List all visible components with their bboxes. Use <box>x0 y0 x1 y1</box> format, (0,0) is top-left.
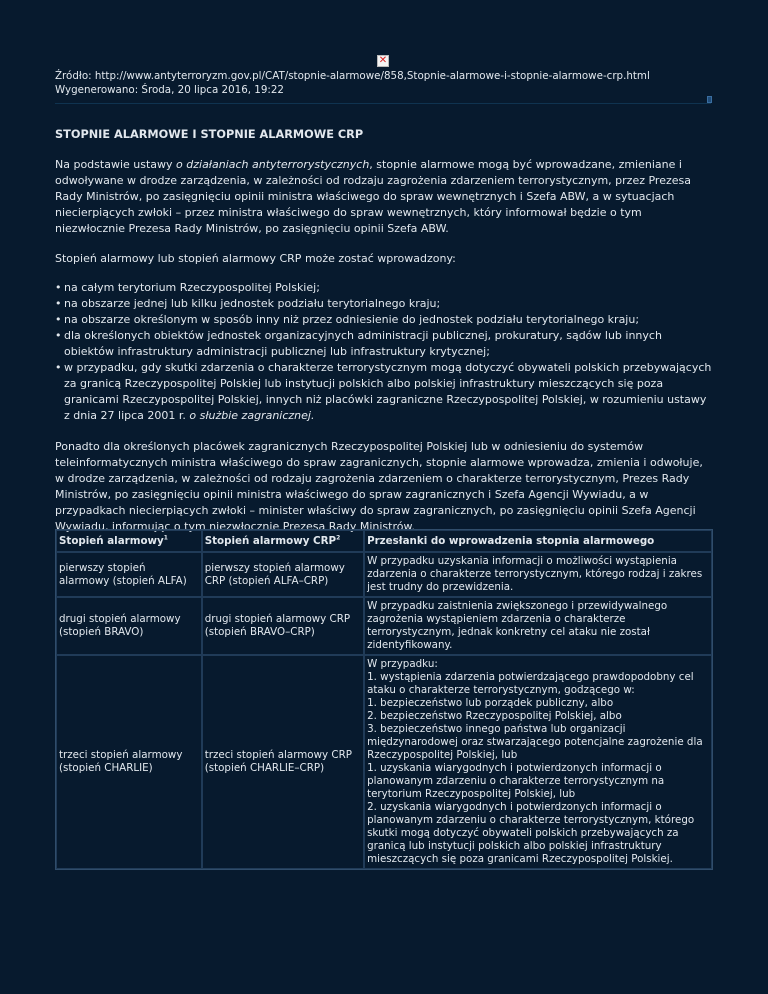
paragraph-1 <box>55 157 715 237</box>
cell-premise: W przypadku zaistnienia zwiększonego i przewidywalnego zagrożenia wystąpieniem zdarzenia o charakterze terrorystycznym, jednak konkretny cel ataku nie został zidentyfikowany. <box>364 597 712 655</box>
list-item: • na całym terytorium Rzeczypospolitej Polskiej; <box>64 280 715 296</box>
paragraph-2: Stopień alarmowy lub stopień alarmowy CRP może zostać wprowadzony: <box>55 252 456 265</box>
source-info <box>55 69 650 97</box>
list-item <box>64 360 715 424</box>
scope-list <box>55 280 715 424</box>
list-item: • na obszarze jednej lub kilku jednostek podziału terytorialnego kraju; <box>64 296 715 312</box>
page-title: STOPNIE ALARMOWE I STOPNIE ALARMOWE CRP <box>55 128 364 141</box>
list-item-emphasis: o służbie zagranicznej. <box>189 409 315 422</box>
broken-image-icon: ✕ <box>378 55 388 66</box>
article-content <box>55 127 715 549</box>
header-crp <box>202 530 364 552</box>
premise-line: 3. bezpieczeństwo innego państwa lub organizacji międzynarodowej oraz stwarzającego potencjalne zagrożenie dla Rzeczypospolitej Polskiej, lub <box>367 723 703 761</box>
scroll-marker <box>707 96 712 103</box>
header-crp-text: Stopień alarmowy CRP <box>204 534 337 547</box>
header-level-text: Stopień alarmowy <box>59 534 164 547</box>
table-row <box>56 655 712 869</box>
cell-crp: trzeci stopień alarmowy CRP (stopień CHARLIE–CRP) <box>202 655 364 869</box>
cell-level: drugi stopień alarmowy (stopień BRAVO) <box>56 597 202 655</box>
cell-premise <box>364 655 712 869</box>
premise-line: 1. uzyskania wiarygodnych i potwierdzonych informacji o planowanym zdarzeniu o charakterze terrorystycznym na terytorium Rzeczypospolitej Polskiej, lub <box>367 762 665 800</box>
premise-line: 1. wystąpienia zdarzenia potwierdzającego prawdopodobny cel ataku o charakterze terrorystycznym, godzącego w: <box>367 671 694 696</box>
cell-level: trzeci stopień alarmowy (stopień CHARLIE) <box>56 655 202 869</box>
premise-line: 2. uzyskania wiarygodnych i potwierdzonych informacji o planowanym zdarzeniu o charakterze terrorystycznym, którego skutki mogą dotyczyć obywateli polskich przebywających za granicą lub instytucji polskich albo polskiej infrastruktury mieszczących się poza granicami Rzeczypospolitej Polskiej. <box>367 801 695 865</box>
table-header-row <box>56 530 712 552</box>
footnote-ref: 1 <box>163 534 168 542</box>
divider <box>55 103 711 104</box>
source-line: Źródło: http://www.antyterroryzm.gov.pl/CAT/stopnie-alarmowe/858,Stopnie-alarmowe-i-stopnie-alarmowe-crp.html <box>55 70 650 82</box>
list-item: • dla określonych obiektów jednostek organizacyjnych administracji publicznej, prokuratury, sądów lub innych obiektów infrastruktury administracji publicznej lub infrastruktury krytycznej; <box>64 328 715 360</box>
para1-emphasis: o działaniach antyterrorystycznych <box>176 158 370 171</box>
cell-level: pierwszy stopień alarmowy (stopień ALFA) <box>56 552 202 597</box>
premise-line: 2. bezpieczeństwo Rzeczypospolitej Polskiej, albo <box>367 710 622 722</box>
generated-line: Wygenerowano: Środa, 20 lipca 2016, 19:22 <box>55 84 284 96</box>
footnote-ref: 2 <box>336 534 341 542</box>
para1-text-a: Na podstawie ustawy <box>55 158 177 171</box>
table-row <box>56 597 712 655</box>
list-item: • na obszarze określonym w sposób inny niż przez odniesienie do jednostek podziału terytorialnego kraju; <box>64 312 715 328</box>
header-premise: Przesłanki do wprowadzenia stopnia alarmowego <box>364 530 712 552</box>
list-item-text: w przypadku, gdy skutki zdarzenia o charakterze terrorystycznym mogą dotyczyć obywateli polskich przebywających za granicą Rzeczypospolitej Polskiej lub instytucji polskich albo polskiej infrastruktury mieszczących się poza granicami Rzeczypospolitej Polskiej, innych niż placówki zagraniczne Rzeczypospolitej Polskiej, w rozumieniu ustawy z dnia 27 lipca 2001 r. <box>64 361 712 422</box>
cell-premise: W przypadku uzyskania informacji o możliwości wystąpienia zdarzenia o charakterze terrorystycznym, którego rodzaj i zakres jest trudny do przewidzenia. <box>364 552 712 597</box>
cell-crp: drugi stopień alarmowy CRP (stopień BRAVO–CRP) <box>202 597 364 655</box>
premise-line: 1. bezpieczeństwo lub porządek publiczny, albo <box>367 697 614 709</box>
cell-crp: pierwszy stopień alarmowy CRP (stopień ALFA–CRP) <box>202 552 364 597</box>
para1-text-b: , stopnie alarmowe mogą być wprowadzane, zmieniane i odwoływane w drodze zarządzenia, w zależności od rodzaju zagrożenia zdarzeniem terrorystycznym, przez Prezesa Rady Ministrów, po zasięgnięciu opinii ministra właściwego do spraw wewnętrznych i Szefa ABW, a w sytuacjach niecierpiących zwłoki – przez ministra właściwego do spraw wewnętrznych, który informował będzie o tym niezwłocznie Prezesa Rady Ministrów, po zasięgnięciu opinii Szefa ABW. <box>55 158 691 235</box>
alert-levels-table <box>55 529 713 870</box>
table-row <box>56 552 712 597</box>
header-level <box>56 530 202 552</box>
paragraph-3: Ponadto dla określonych placówek zagranicznych Rzeczypospolitej Polskiej lub w odniesieniu do systemów teleinformatycznych ministra właściwego do spraw zagranicznych, stopnie alarmowe wprowadza, zmienia i odwołuje, w drodze zarządzenia, w zależności od rodzaju zagrożenia zdarzeniem o charakterze terrorystycznym, Prezes Rady Ministrów, po zasięgnięciu opinii ministra właściwego do spraw zagranicznych i Szefa Agencji Wywiadu, a w przypadkach niecierpiących zwłoki – minister właściwy do spraw zagranicznych, po zasięgnięciu opinii Szefa Agencji Wywiadu, informując o tym niezwłocznie Prezesa Rady Ministrów. <box>55 440 703 533</box>
premise-line: W przypadku: <box>367 658 438 670</box>
